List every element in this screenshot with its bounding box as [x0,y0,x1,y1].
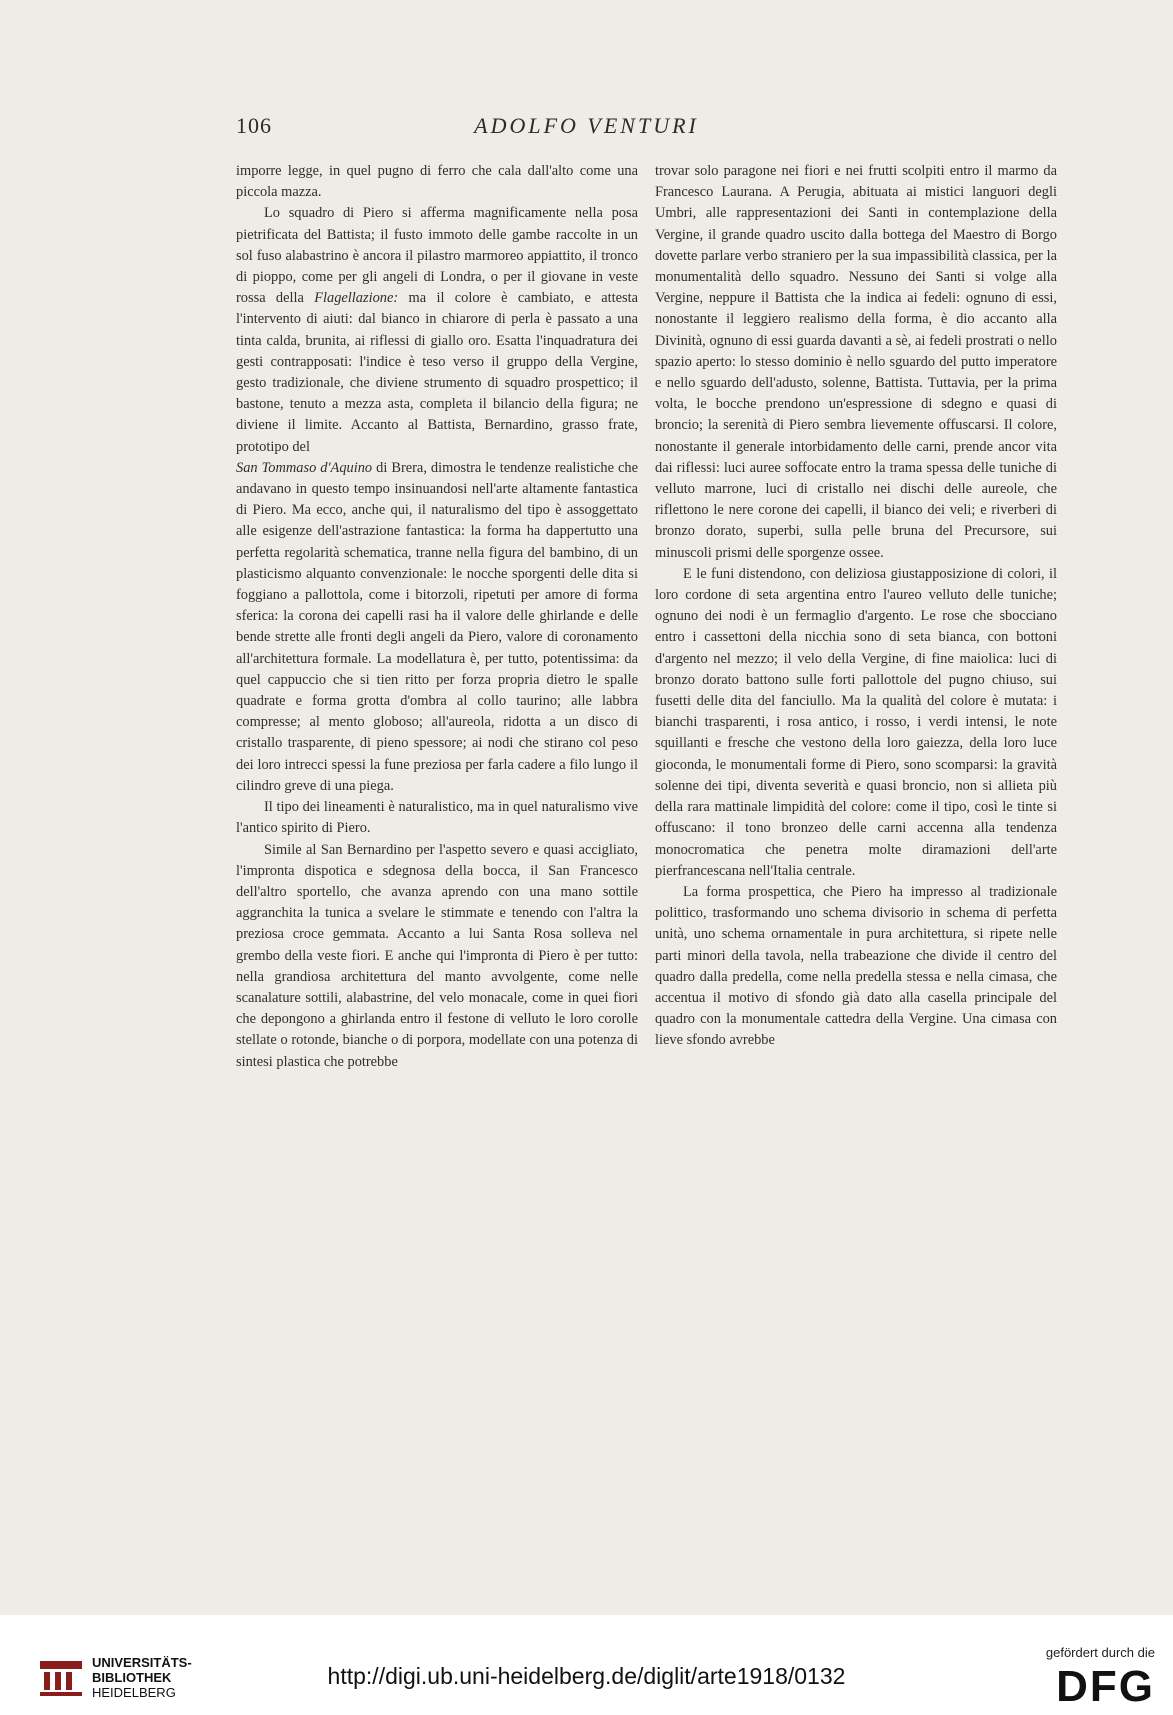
source-url-link[interactable]: http://digi.ub.uni-heidelberg.de/diglit/arte1918/0132 [327,1663,846,1689]
paragraph: trovar solo paragone nei fiori e nei frutti scolpiti entro il marmo da Francesco Laurana. A Perugia, abituata ai mistici languori degli Umbri, alle rappresentazioni dei Santi in contemplazione della Vergine, il grande quadro uscito dalla bottega del Maestro di Borgo dovette parlare verbo straniero per la sua impassibilità classica, per la monumentalità dello squadro. Nessuno dei Santi si volge alla Vergine, neppure il Battista che la indica ai fedeli: ognuno di essi, nonostante il leggiero realismo della forma, è dio accanto alla Divinità, ognuno di essi guarda davanti a sè, ai fedeli prostrati o nello spazio aperto: lo stesso dominio è nello sguardo del putto imperatore e nello sguardo dell'adusto, solenne, Battista. Tuttavia, per la prima volta, le bocche prendono un'espressione di sdegno e quasi di broncio; la serenità di Piero sembra lievemente offuscarsi. Il colore, nonostante il generale intorbidamento delle carni, prende ancor vita dai riflessi: luci auree soffocate entro la trama spessa delle tuniche di velluto marrone, luci di cristallo nei dischi delle aureole, che riflettono le nere corone dei capelli, il bianco dei veli; e riverberi di bronzo dorato, superbi, sulla pelle bruna del Precursore, sui minuscoli prismi delle sporgenze ossee. [655,163,1057,561]
page-number: 106 [236,113,272,138]
paragraph: Simile al San Bernardino per l'aspetto severo e quasi accigliato, l'impronta dispotica e sdegnosa della bocca, il San Francesco dell'altro sportello, che avanza aprendo con una mano sottile aggranchita la tunica a svelare le stimmate e tenendo con l'altra la preziosa croce gemmata. Accanto a lui Santa Rosa solleva nel grembo della veste fiori. E anche qui l'impronta di Piero è per tutto: nella grandiosa architettura del manto avvolgente, come nelle scanalature sottili, alabastrine, del velo monacale, come in quei fiori che depongono a ghirlanda entro il festone di velluto le loro corolle stellate o rotonde, bianche o di porpora, modellate con una potenza di sintesi plastica che potrebbe [236,841,638,1070]
paragraph: Il tipo dei lineamenti è naturalistico, ma in quel naturalismo vive l'antico spirito di Piero. [236,799,638,837]
paragraph: San Tommaso d'Aquino di Brera, dimostra le tendenze realistiche che andavano in questo tempo insinuandosi nell'arte altamente fantastica di Piero. Ma ecco, anche qui, il naturalismo del tipo è assoggettato alle esigenze dell'astrazione fantastica: la forma ha dappertutto una perfetta regolarità schematica, tranne nella figura del bambino, di un plasticismo alquanto convenzionale: le nocche sporgenti delle dita si foggiano a pallottola, come i bitorzoli, ripetuti per amore di forma sferica: la corona dei capelli rasi ha il valore delle ghirlande e delle bende strette alle fronti degli angeli da Piero, valore di coronamento all'architettura formale. La modellatura è, per tutto, potentissima: da quel cappuccio che si tien ritto per forza propria dietro le spalle quadrate e forma grotta d'ombra al collo taurino; alle labbra compresse; al mento globoso; all'aureola, ridotta a un disco di cristallo trasparente, di pieno spessore; ai nodi che stirano col peso dei loro intrecci spessi la fune preziosa per farla cadere a filo lungo il cilindro greve di una piega. [236,459,638,794]
running-head: ADOLFO VENTURI [474,113,699,138]
paragraph: E le funi distendono, con deliziosa giustapposizione di colori, il loro cordone di seta argentina entro l'aureo velluto delle tuniche; ognuno dei nodi è un fermaglio d'argento. Le rose che sbocciano entro i cassettoni della nicchia sono di seta bianca, con bottoni d'argento nel mezzo; il velo della Vergine, di fine maiolica: luci di bronzo dorato battono sulle forti pallottole del pugno chiuso, sui fusetti delle dita del fanciullo. Ma la qualità del colore è mutata: i bianchi trasparenti, i rosa antico, i rosso, i verdi intensi, le note squillanti e fresche che vestono della loro gaiezza, della loro luce gioconda, le monumentali forme di Piero, sono scomparsi: la gravità solenne dei tipi, diventa severità e quasi broncio, non si allieta più della rara mattinale limpidità del colore: come il tipo, così le tinte si offuscano: il tono bronzeo delle carni accenna alla tendenza monocromatica che penetra molte diramazioni dell'arte pierfrancescana nell'Italia centrale. [655,565,1057,879]
paragraph: Lo squadro di Piero si afferma magnificamente nella posa pietrificata del Battista; il fusto immoto delle gambe raccolte in un sol fuso alabastrino è ancora il pilastro marmoreo appiattito, il tronco di pioppo, come per gli angeli di Londra, o per il giovane in veste rossa della Flagellazione: ma il colore è cambiato, e attesta l'intervento di aiuti: dal bianco in chiarore di perla è passato a una tinta calda, brunita, ai riflessi di giallo oro. Esatta l'inquadratura dei gesti contrapposati: l'indice è teso verso il gruppo della Vergine, gesto tradizionale, che diviene strumento di squadro prospettico; il bastone, tenuto a mezza asta, completa il bilancio della figura; ne diviene il limite. Accanto al Battista, Bernardino, grasso frate, prototipo del [236,205,638,455]
paragraph: La forma prospettica, che Piero ha impresso al tradizionale polittico, trasformando uno schema divisorio in schema di perfetta unità, uno schema ornamentale in pura architettura, si ripete nelle parti minori della tavola, nella trabeazione che divide il centro del quadro dalla predella, come nella predella stessa e nella cimasa, che accentua il motivo di sfondo già dato alla casella principale del quadro con la monumentale cattedra della Vergine. Una cimasa con lieve sfondo avrebbe [655,883,1057,1049]
funding-note: gefördert durch die [1045,1645,1155,1660]
right-column [655,161,1057,1052]
dfg-logo: DFG [1056,1662,1155,1711]
digitization-footer [0,1615,1173,1715]
left-column [236,161,638,1073]
paragraph: imporre legge, in quel pugno di ferro che cala dall'alto come una piccola mazza. [236,163,638,201]
library-name: UNIVERSITÄTS- BIBLIOTHEK HEIDELBERG [92,1655,192,1700]
